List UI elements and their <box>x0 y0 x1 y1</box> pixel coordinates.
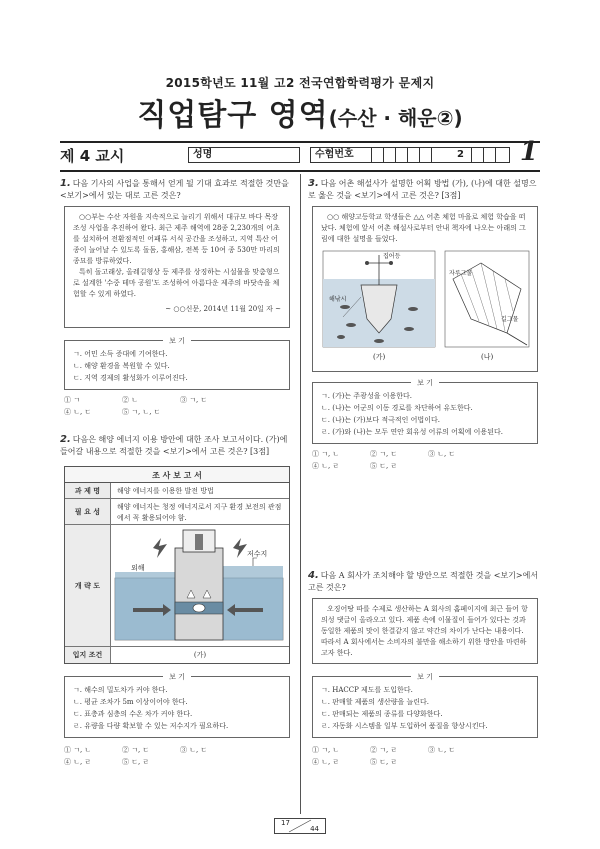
bogi-item: ㄱ. 어민 소득 증대에 기여한다. <box>73 350 168 358</box>
question-2-number: 2. <box>60 434 71 445</box>
figure-a-caption: (가) <box>373 353 386 361</box>
figure-b-label-bag: 자루그물 <box>449 270 473 277</box>
exam-title-main: 직업탐구 영역 <box>137 98 329 133</box>
question-3-passage <box>312 206 538 372</box>
question-4-passage-text: 오징어땅 따를 수제로 생산하는 A 회사의 홈페이지에 최근 들어 항의성 댓글이 올라오고 있다. 제품 속에 이물질이 들어가 있다는 것과 동일한 제품의 맛이 한결같지 않고 약간의 차이가 난다는 내용이다. 따라서 A 회사에서는 소비자의 불만을 해소하기 위한 방안을 마련하고자 한다. <box>321 605 528 657</box>
question-2-text: 다음은 해양 에너지 이용 방안에 대한 조사 보고서이다. (가)에 들어갈 내용으로 적절한 것을 <보기>에서 고른 것은? [3점] <box>60 435 288 456</box>
choice-2[interactable]: ② ㄴ <box>122 396 138 404</box>
report-row <box>65 525 289 647</box>
choice-4[interactable]: ④ ㄴ, ㄹ <box>312 462 340 470</box>
figure-a-label-light: 집어등 <box>383 253 401 260</box>
choice-2[interactable]: ② ㄱ, ㄷ <box>370 450 398 458</box>
figure-b-caption: (나) <box>481 353 494 361</box>
info-bar <box>60 137 540 167</box>
choice-3[interactable]: ③ ㄴ, ㄷ <box>428 746 456 754</box>
question-2-choices <box>64 744 290 768</box>
question-3-text: 다음 어촌 해설사가 설명한 어획 방법 (가), (나)에 대한 설명으로 옳은 것을 <보기>에서 고른 것은? [3점] <box>308 179 537 200</box>
report-value: (가) <box>193 651 207 659</box>
bogi-item: ㄱ. (가)는 주광성을 이용한다. <box>321 392 412 400</box>
choice-1[interactable]: ① ㄱ, ㄴ <box>64 746 92 754</box>
question-1-number: 1. <box>60 178 71 189</box>
report-key: 과 제 명 <box>65 483 111 498</box>
bogi-item: ㄹ. 자동화 시스템을 일부 도입하여 품질을 향상시킨다. <box>321 722 488 730</box>
bogi-title: 보 기 <box>411 673 439 681</box>
bogi-title: 보 기 <box>411 379 439 387</box>
bogi-item: ㄱ. 해수의 밀도차가 커야 한다. <box>73 686 168 694</box>
page-number: 1 <box>519 137 538 167</box>
name-label: 성명 <box>193 149 213 160</box>
bogi-item: ㄴ. (나)는 어군의 이동 경로를 차단하여 유도한다. <box>321 404 473 412</box>
header-rule <box>60 141 540 143</box>
choice-3[interactable]: ③ ㄴ, ㄷ <box>180 746 208 754</box>
bogi-item: ㄴ. 평균 조차가 5m 이상이어야 한다. <box>73 698 188 706</box>
choice-1[interactable]: ① ㄱ, ㄴ <box>312 450 340 458</box>
choice-3[interactable]: ③ ㄴ, ㄷ <box>428 450 456 458</box>
report-title: 조 사 보 고 서 <box>65 467 289 483</box>
question-4-choices <box>312 744 538 768</box>
report-key: 개 략 도 <box>65 525 111 646</box>
choice-5[interactable]: ⑤ ㄷ, ㄹ <box>370 758 398 766</box>
report-row <box>65 499 289 525</box>
choice-2[interactable]: ② ㄱ, ㄷ <box>122 746 150 754</box>
choice-5[interactable]: ⑤ ㄷ, ㄹ <box>122 758 150 766</box>
question-1-passage <box>64 206 290 328</box>
choice-4[interactable]: ④ ㄴ, ㄹ <box>64 758 92 766</box>
bogi-item: ㄴ. 해양 환경을 복원할 수 있다. <box>73 362 170 370</box>
choice-5[interactable]: ⑤ ㄷ, ㄹ <box>370 462 398 470</box>
report-row <box>65 647 289 663</box>
choice-5[interactable]: ⑤ ㄱ, ㄴ, ㄷ <box>122 408 161 416</box>
figure-a-label-rod: 해낚시 <box>329 296 347 303</box>
question-1-source: ~ ○○신문, 2014년 11월 20일 자 ~ <box>165 305 281 313</box>
question-3-number: 3. <box>308 178 319 189</box>
research-report <box>64 466 290 664</box>
question-1-passage-p2: 특히 돌고래상, 올레길형상 등 제주를 상징하는 시설물을 맞춤형으로 설계한 '수중 테마 공원'도 조성하여 아름다운 제주의 바닷속을 체험할 수 있게 하였다. <box>73 268 280 298</box>
bogi-title: 보 기 <box>163 337 191 345</box>
choice-4[interactable]: ④ ㄴ, ㄹ <box>312 758 340 766</box>
exam-number-digit: 2 <box>457 149 464 160</box>
column-divider <box>300 174 301 814</box>
bogi-item: ㄷ. 판매되는 제품의 종류를 다양화한다. <box>321 710 443 718</box>
bogi-item: ㄱ. HACCP 제도를 도입한다. <box>321 686 413 694</box>
bogi-item: ㄷ. 지역 경제의 활성화가 이루어진다. <box>73 374 188 382</box>
info-rule <box>60 170 540 172</box>
bogi-item: ㄹ. (가)와 (나)는 모두 연안 회유성 어류의 어획에 이용된다. <box>321 428 503 436</box>
question-4-number: 4. <box>308 570 319 581</box>
question-1-text: 다음 기사의 사업을 통해서 얻게 될 기대 효과로 적절한 것만을 <보기>에서 있는 대로 고른 것은? <box>60 179 289 200</box>
report-row <box>65 483 289 499</box>
choice-4[interactable]: ④ ㄴ, ㄷ <box>64 408 92 416</box>
bogi-item: ㄴ. 판매할 제품의 생산량을 늘린다. <box>321 698 430 706</box>
report-diagram-cell <box>111 525 289 646</box>
bogi-item: ㄷ. 표층과 심층의 수온 차가 커야 한다. <box>73 710 193 718</box>
bogi-item: ㄷ. (나)는 (가)보다 적극적인 어법이다. <box>321 416 440 424</box>
tidal-power-diagram <box>113 528 285 642</box>
report-key: 입지 조건 <box>65 647 111 663</box>
choice-2[interactable]: ② ㄱ, ㄹ <box>370 746 398 754</box>
report-key: 필 요 성 <box>65 499 111 524</box>
question-1-passage-p1: ○○부는 수산 자원을 지속적으로 늘리기 위해서 대규모 바다 목장 조성 사업을 추진하여 왔다. 최근 제주 해역에 28종 2,230개의 어초를 설치하여 전환점적인 어패류 서식 공간을 조성하고, 지역 특산 어종이 늘어날 수 있도록 돌돔, 홍해삼, 전복 등 10여 종 530만 마리의 종묘를 방류하였다. <box>73 213 280 265</box>
question-2-stem <box>60 434 292 458</box>
page-counter <box>274 818 326 834</box>
question-3-bogi <box>312 379 538 444</box>
question-1-choices <box>64 394 290 418</box>
exam-number-label: 수험번호 <box>315 149 354 160</box>
page-current: 17 <box>281 819 290 827</box>
figure-b-label-leader: 길그물 <box>501 316 519 323</box>
name-box <box>188 147 300 163</box>
exam-number-cells <box>371 148 443 162</box>
choice-1[interactable]: ① ㄱ <box>64 396 80 404</box>
exam-title <box>0 90 600 134</box>
question-1-bogi <box>64 337 290 390</box>
choice-1[interactable]: ① ㄱ, ㄴ <box>312 746 340 754</box>
choice-3[interactable]: ③ ㄱ, ㄷ <box>180 396 208 404</box>
report-value: 해양 에너지는 청정 에너지로서 지구 환경 보전의 관점에서 꼭 활용되어야 함. <box>117 503 282 522</box>
question-4-bogi <box>312 673 538 738</box>
exam-header-subtitle: 2015학년도 11월 고2 전국연합학력평가 문제지 <box>165 76 435 90</box>
diagram-label-sea: 외해 <box>131 564 145 572</box>
report-value: 해양 에너지를 이용한 발전 방법 <box>117 487 214 495</box>
question-3-passage-text: ○○ 해양고등학교 학생들은 △△ 어촌 체험 마을로 체험 학습을 떠났다. 체험에 앞서 어촌 해설사로부터 안내 책자에 나오는 아래의 그림에 대한 설명을 들었다. <box>321 213 526 243</box>
question-3-choices <box>312 448 538 472</box>
question-1-stem <box>60 178 292 202</box>
question-4-stem <box>308 570 540 594</box>
exam-title-sub: (수산 · 해운②) <box>328 106 463 130</box>
period-label: 제 4 교시 <box>60 147 125 165</box>
question-4-text: 다음 A 회사가 조치해야 할 방안으로 적절한 것을 <보기>에서 고른 것은? <box>308 571 539 592</box>
question-2-bogi <box>64 673 290 738</box>
question-4-passage <box>312 598 538 664</box>
exam-number-box <box>310 147 510 163</box>
page-total: 44 <box>310 825 319 833</box>
fishing-methods-figure <box>321 249 531 367</box>
question-3-stem <box>308 178 540 202</box>
bogi-title: 보 기 <box>163 673 191 681</box>
bogi-item: ㄹ. 유량을 다량 확보할 수 있는 저수지가 필요하다. <box>73 722 229 730</box>
diagram-label-reservoir: 저수지 <box>247 550 268 558</box>
exam-number-cells-2 <box>471 148 507 162</box>
